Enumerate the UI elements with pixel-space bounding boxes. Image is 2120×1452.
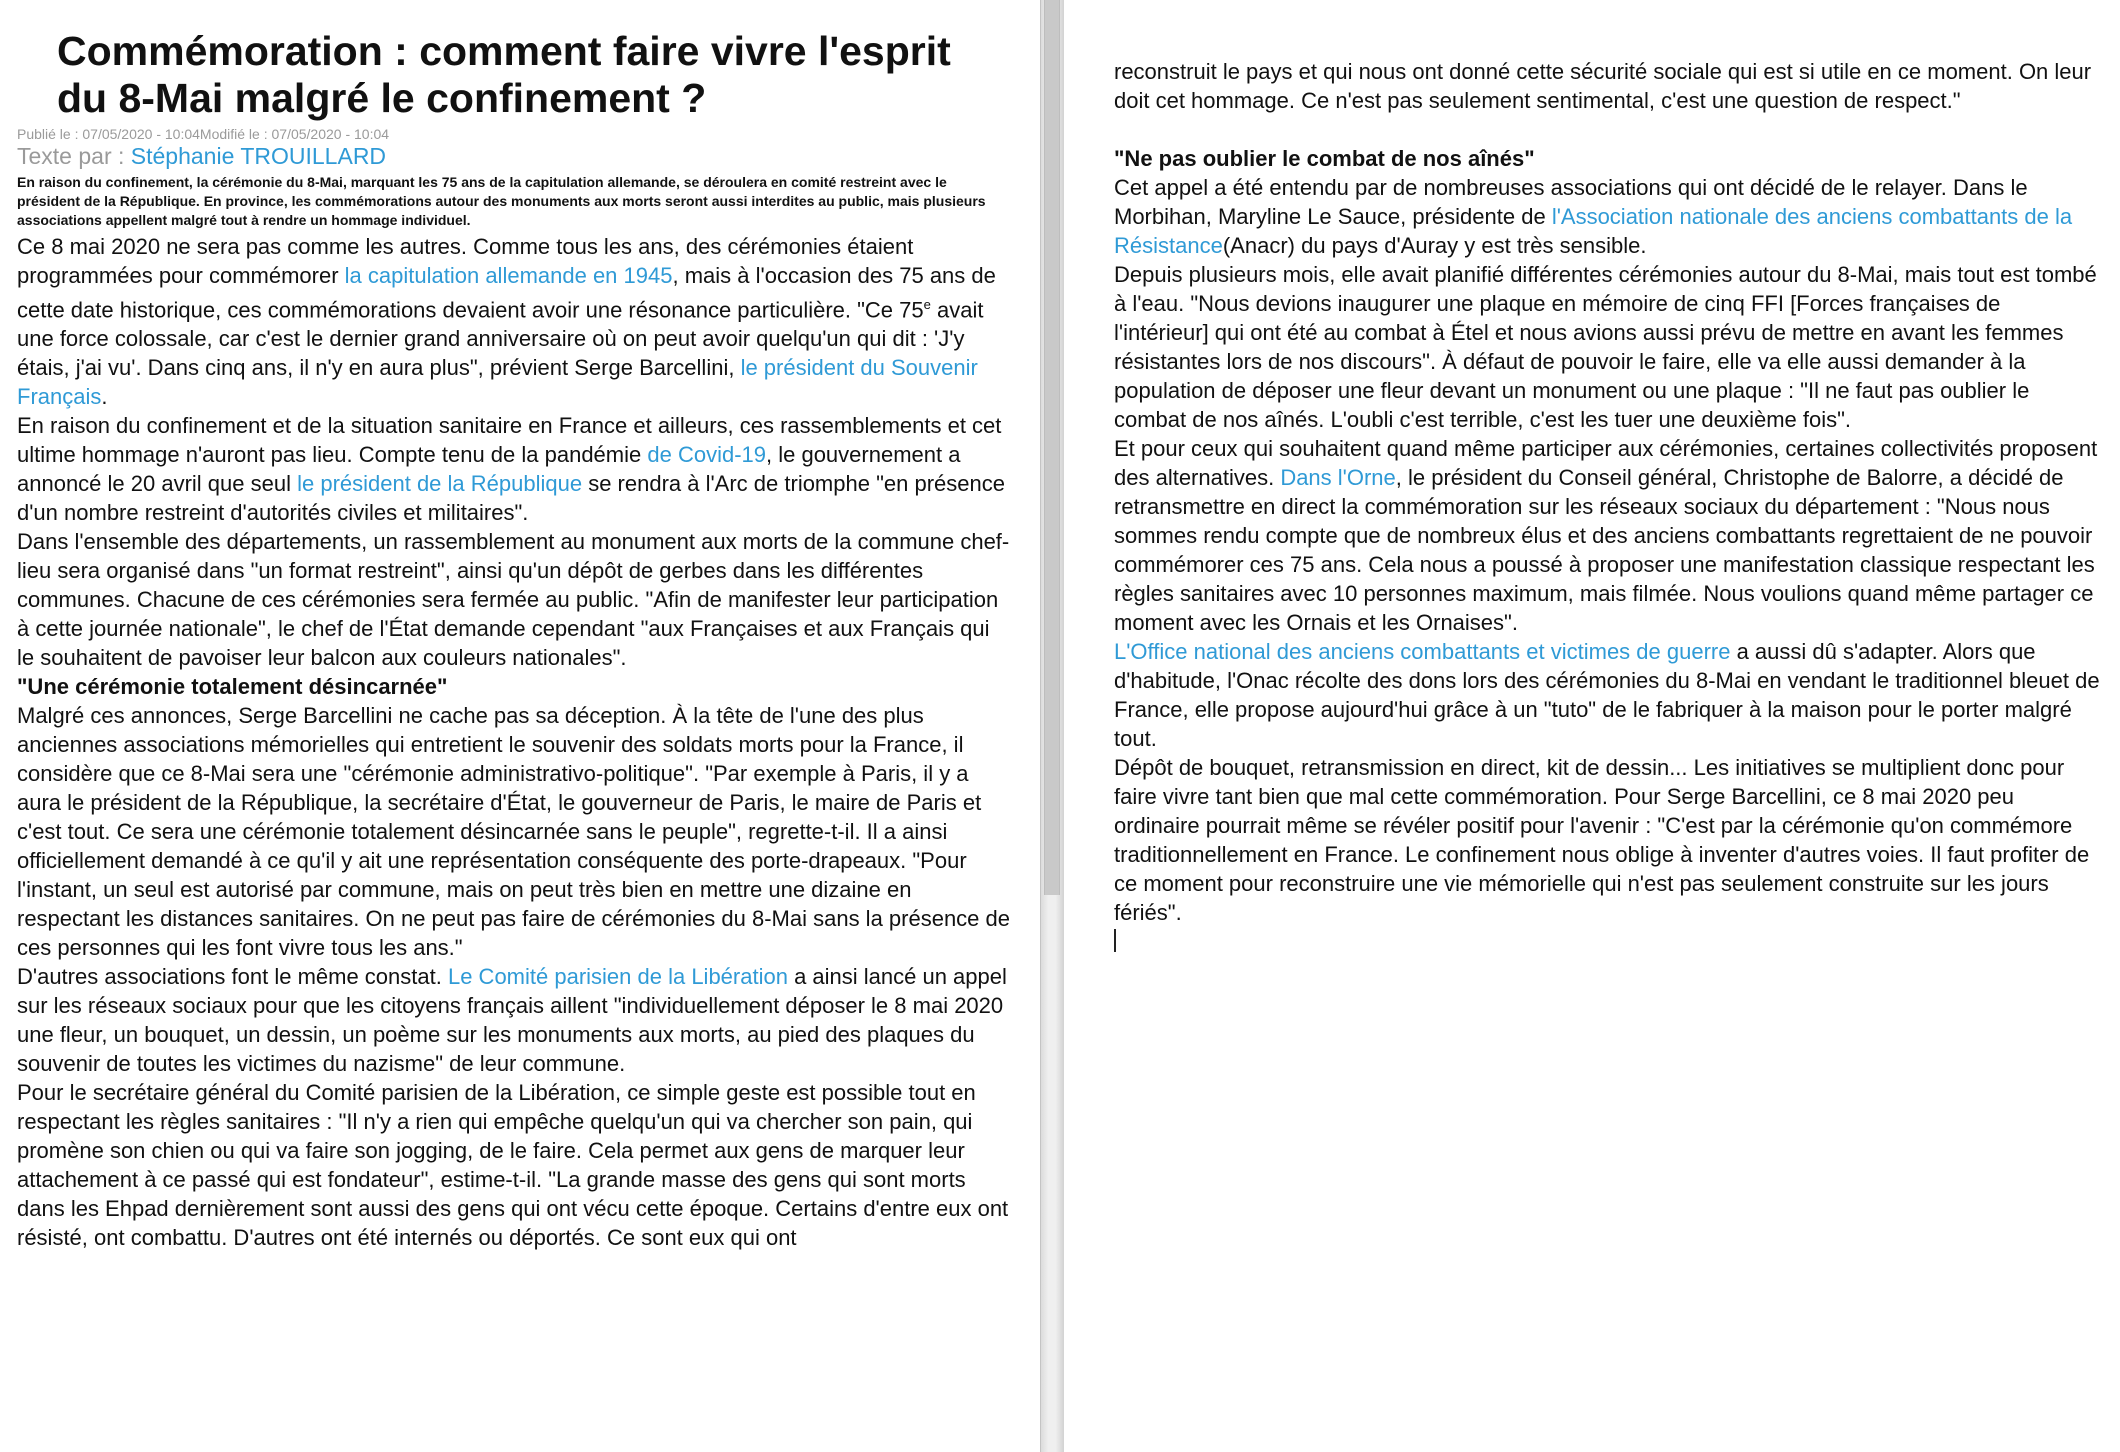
page-divider — [1040, 0, 1041, 1452]
paragraph: Ce 8 mai 2020 ne sera pas comme les autres. Comme tous les ans, des cérémonies étaient programmées pour commémorer la capitulation allemande en 1945, mais à l'occasion des 75 ans de cette date historique, ces commémorations devaient avoir une résonance particulière. "Ce 75e avait une force colossale, car c'est le dernier grand anniversaire où on peut avoir quelqu'un qui dit : 'J'y étais, j'ai vu'. Dans cinq ans, il n'y en aura plus", prévient Serge Barcellini, le président du Souvenir Français. — [17, 234, 996, 410]
link-anacr[interactable]: l'Association nationale des anciens combattants de la Résistance — [1114, 204, 2073, 258]
paragraph-gap — [1114, 115, 2100, 144]
paragraph: Cet appel a été entendu par de nombreuses associations qui ont décidé de le relayer. Dans le Morbihan, Maryline Le Sauce, présidente de l'Association nationale des anciens combattants de la Résistance(Anacr) du pays d'Auray y est très sensible. — [1114, 175, 2073, 258]
text-cursor[interactable] — [1114, 929, 1116, 952]
scrollbar-thumb[interactable] — [1044, 0, 1060, 895]
author-link[interactable]: Stéphanie TROUILLARD — [130, 143, 387, 169]
paragraph: Dans l'ensemble des départements, un rassemblement au monument aux morts de la commune chef-lieu sera organisé dans "un format restreint", ainsi qu'un dépôt de gerbes dans les différentes communes. Chacune de ces cérémonies sera fermée au public. "Afin de manifester leur participation à cette journée nationale", le chef de l'État demande cependant "aux Françaises et aux Français qui le souhaitent de pavoiser leur balcon aux couleurs nationales". — [17, 529, 1010, 671]
article-lead: En raison du confinement, la cérémonie du 8-Mai, marquant les 75 ans de la capitulation allemande, se déroulera en comité restreint avec le président de la République. En province, les commémorations autour des monuments aux morts seront aussi interdites au public, mais plusieurs associations appellent malgré tout à rendre un hommage individuel. — [17, 174, 986, 228]
article-title: Commémoration : comment faire vivre l'esprit du 8-Mai malgré le confinement ? — [57, 28, 951, 121]
link-president[interactable]: le président de la République — [297, 471, 583, 497]
paragraph: reconstruit le pays et qui nous ont donné cette sécurité sociale qui est si utile en ce moment. On leur doit cet hommage. Ce n'est pas seulement sentimental, c'est une question de respect." — [1114, 59, 2092, 113]
paragraph: L'Office national des anciens combattants et victimes de guerre a aussi dû s'adapter. Alors que d'habitude, l'Onac récolte des dons lors des cérémonies du 8-Mai en vendant le traditionnel bleuet de France, elle propose aujourd'hui grâce à un "tuto" de le fabriquer à la maison pour le porter malgré tout. — [1114, 639, 2100, 751]
paragraph: Pour le secrétaire général du Comité parisien de la Libération, ce simple geste est possible tout en respectant les règles sanitaires : "Il n'y a rien qui empêche quelqu'un qui va chercher son pain, qui promène son chien ou qui va faire son jogging, de le faire. Cela permet aux gens de marquer leur attachement à ce passé qui est fondateur", estime-t-il. "La grande masse des gens qui sont morts dans les Ehpad dernièrement sont aussi des gens qui ont vécu cette époque. Certains d'entre eux ont résisté, ont combattu. D'autres ont été internés ou déportés. Ce sont eux qui ont — [17, 1080, 1009, 1251]
link-orne[interactable]: Dans l'Orne — [1280, 465, 1396, 490]
document-page-left — [0, 0, 1040, 1452]
paragraph: Et pour ceux qui souhaitent quand même participer aux cérémonies, certaines collectivités proposent des alternatives. Dans l'Orne, le président du Conseil général, Christophe de Balorre, a décidé de retransmettre en direct la commémoration sur les réseaux sociaux du département : "Nous nous sommes rendu compte que de nombreux élus et des anciens combattants regrettaient de ne pouvoir commémorer ces 75 ans. Cela nous a poussé à proposer une manifestation classique respectant les règles sanitaires avec 10 personnes maximum, mais filmée. Nous voulions quand même partager ce moment avec les Ornais et les Ornaises". — [1114, 436, 2098, 635]
paragraph: D'autres associations font le même constat. Le Comité parisien de la Libération a ainsi lancé un appel sur les réseaux sociaux pour que les citoyens français aillent "individuellement déposer le 8 mai 2020 une fleur, un bouquet, un dessin, un poème sur les monuments aux morts, au pied des plaques du souvenir de toutes les victimes du nazisme" de leur commune. — [17, 964, 1007, 1077]
byline — [17, 143, 1012, 170]
link-souvenir-francais[interactable]: le président du Souvenir Français — [17, 355, 978, 410]
link-comite-parisien[interactable]: Le Comité parisien de la Libération — [447, 964, 788, 990]
document-page-right — [1064, 0, 2120, 1452]
byline-label: Texte par : — [17, 143, 131, 169]
link-onac[interactable]: L'Office national des anciens combattants et victimes de guerre — [1114, 639, 1731, 664]
publication-meta: Publié le : 07/05/2020 - 10:04Modifié le : 07/05/2020 - 10:04 — [17, 126, 390, 142]
paragraph: Dépôt de bouquet, retransmission en direct, kit de dessin... Les initiatives se multiplient donc pour faire vivre tant bien que mal cette commémoration. Pour Serge Barcellini, ce 8 mai 2020 peu ordinaire pourrait même se révéler positif pour l'avenir : "C'est par la cérémonie qu'on commémore traditionnellement en France. Le confinement nous oblige à inventer d'autres voies. Il faut profiter de ce moment pour reconstruire une vie mémorielle qui n'est pas seulement construite sur les jours fériés". — [1114, 755, 2090, 925]
subheading: "Une cérémonie totalement désincarnée" — [17, 674, 448, 700]
paragraph: En raison du confinement et de la situation sanitaire en France et ailleurs, ces rassemblements et cet ultime hommage n'auront pas lieu. Compte tenu de la pandémie de Covid-19, le gouvernement a annoncé le 20 avril que seul le président de la République se rendra à l'Arc de triomphe "en présence d'un nombre restreint d'autorités civiles et militaires". — [17, 413, 1005, 526]
subheading: "Ne pas oublier le combat de nos aînés" — [1114, 146, 1535, 171]
link-capitulation[interactable]: la capitulation allemande en 1945 — [344, 263, 673, 288]
paragraph: Malgré ces annonces, Serge Barcellini ne cache pas sa déception. À la tête de l'une des plus anciennes associations mémorielles qui entretient le souvenir des soldats morts pour la France, il considère que ce 8-Mai sera une "cérémonie administrativo-politique". "Par exemple à Paris, il y a aura le président de la République, la secrétaire d'État, le gouverneur de Paris, le maire de Paris et c'est tout. Ce sera une cérémonie totalement désincarnée sans le peuple", regrette-t-il. Il a ainsi officiellement demandé à ce qu'il y ait une représentation conséquente des porte-drapeaux. "Pour l'instant, un seul est autorisé par commune, mais on peut très bien en mettre une dizaine en respectant les distances sanitaires. On ne peut pas faire de cérémonies du 8-Mai sans la présence de ces personnes qui les font vivre tous les ans." — [17, 703, 1010, 961]
paragraph: Depuis plusieurs mois, elle avait planifié différentes cérémonies autour du 8-Mai, mais tout est tombé à l'eau. "Nous devions inaugurer une plaque en mémoire de cinq FFI [Forces françaises de l'intérieur] qui ont été au combat à Étel et nous avions aussi prévu de mettre en avant les femmes résistantes lors de nos discours". À défaut de pouvoir le faire, elle va elle aussi demander à la population de déposer une fleur devant un monument ou une plaque : "Il ne faut pas oublier le combat de nos aînés. L'oubli c'est terrible, c'est les tuer une deuxième fois". — [1114, 262, 2097, 432]
link-covid[interactable]: de Covid-19 — [647, 442, 766, 468]
